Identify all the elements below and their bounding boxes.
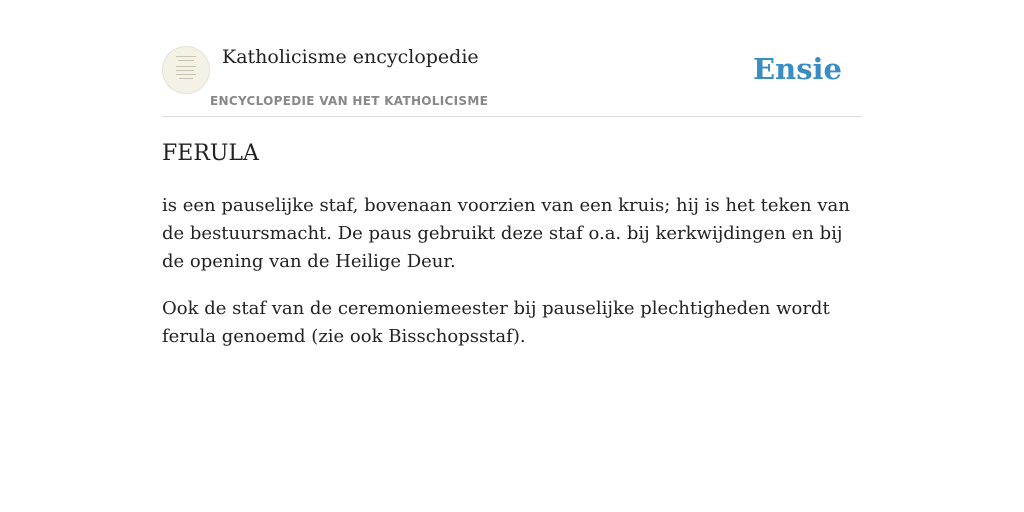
cover-line	[176, 66, 196, 67]
book-cover-thumbnail[interactable]	[162, 46, 210, 94]
entry-paragraph: Ook de staf van de ceremoniemeester bij pauselijke plechtigheden wordt ferula genoemd (zie ook Bisschopsstaf).	[162, 298, 830, 347]
cover-line	[178, 60, 194, 61]
site-title[interactable]: Katholicisme encyclopedie	[222, 46, 479, 68]
entry-title: FERULA	[162, 141, 259, 166]
entry-paragraph: is een pauselijke staf, bovenaan voorzien van een kruis; hij is het teken van de bestuursmacht. De paus gebruikt deze staf o.a. bij kerkwijdingen en bij de opening van de Heilige Deur.	[162, 195, 850, 272]
site-header	[162, 44, 862, 117]
entry-body	[162, 192, 862, 370]
cover-line	[176, 56, 196, 57]
page	[162, 0, 862, 512]
site-subtitle: ENCYCLOPEDIE VAN HET KATHOLICISME	[210, 94, 489, 108]
ensie-logo[interactable]: Ensie	[753, 52, 842, 86]
cover-line	[176, 74, 196, 75]
cover-line	[179, 78, 193, 79]
cover-line	[176, 70, 194, 71]
